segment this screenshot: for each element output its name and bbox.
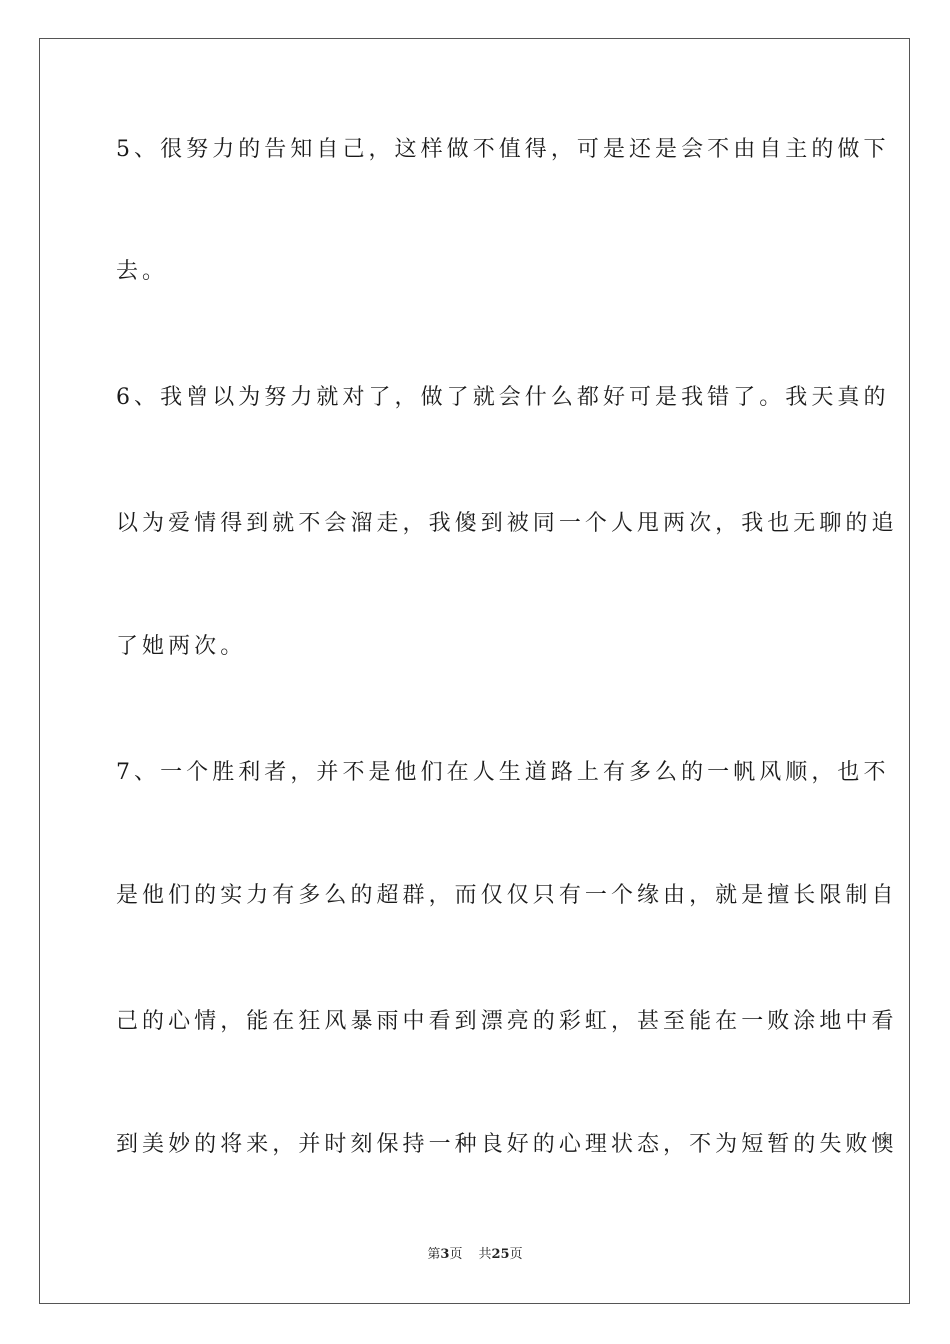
total-suffix: 页 — [509, 1247, 523, 1262]
body-text-line: 去。 — [116, 259, 169, 284]
body-text-line: 以为爱情得到就不会溜走，我傻到被同一个人甩两次，我也无聊的追 — [116, 511, 898, 536]
body-text-line: 是他们的实力有多么的超群，而仅仅只有一个缘由，就是擅长限制自 — [116, 883, 898, 908]
body-text-line: 6、我曾以为努力就对了，做了就会什么都好可是我错了。我天真的 — [116, 385, 890, 410]
body-text-line: 了她两次。 — [116, 634, 247, 659]
page-footer — [0, 1246, 950, 1264]
page-suffix: 页 — [449, 1247, 463, 1262]
total-prefix: 共 — [478, 1247, 492, 1262]
total-pages: 25 — [491, 1247, 510, 1262]
page-number: 3 — [440, 1247, 450, 1262]
body-text-line: 7、一个胜利者，并不是他们在人生道路上有多么的一帆风顺，也不 — [116, 760, 890, 785]
body-text-line: 己的心情，能在狂风暴雨中看到漂亮的彩虹，甚至能在一败涂地中看 — [116, 1009, 898, 1034]
body-text-line: 到美妙的将来，并时刻保持一种良好的心理状态，不为短暂的失败懊 — [116, 1132, 898, 1157]
page-border — [39, 38, 910, 1304]
body-text-line: 5、很努力的告知自己，这样做不值得，可是还是会不由自主的做下 — [116, 137, 890, 162]
page-prefix: 第 — [427, 1247, 441, 1262]
